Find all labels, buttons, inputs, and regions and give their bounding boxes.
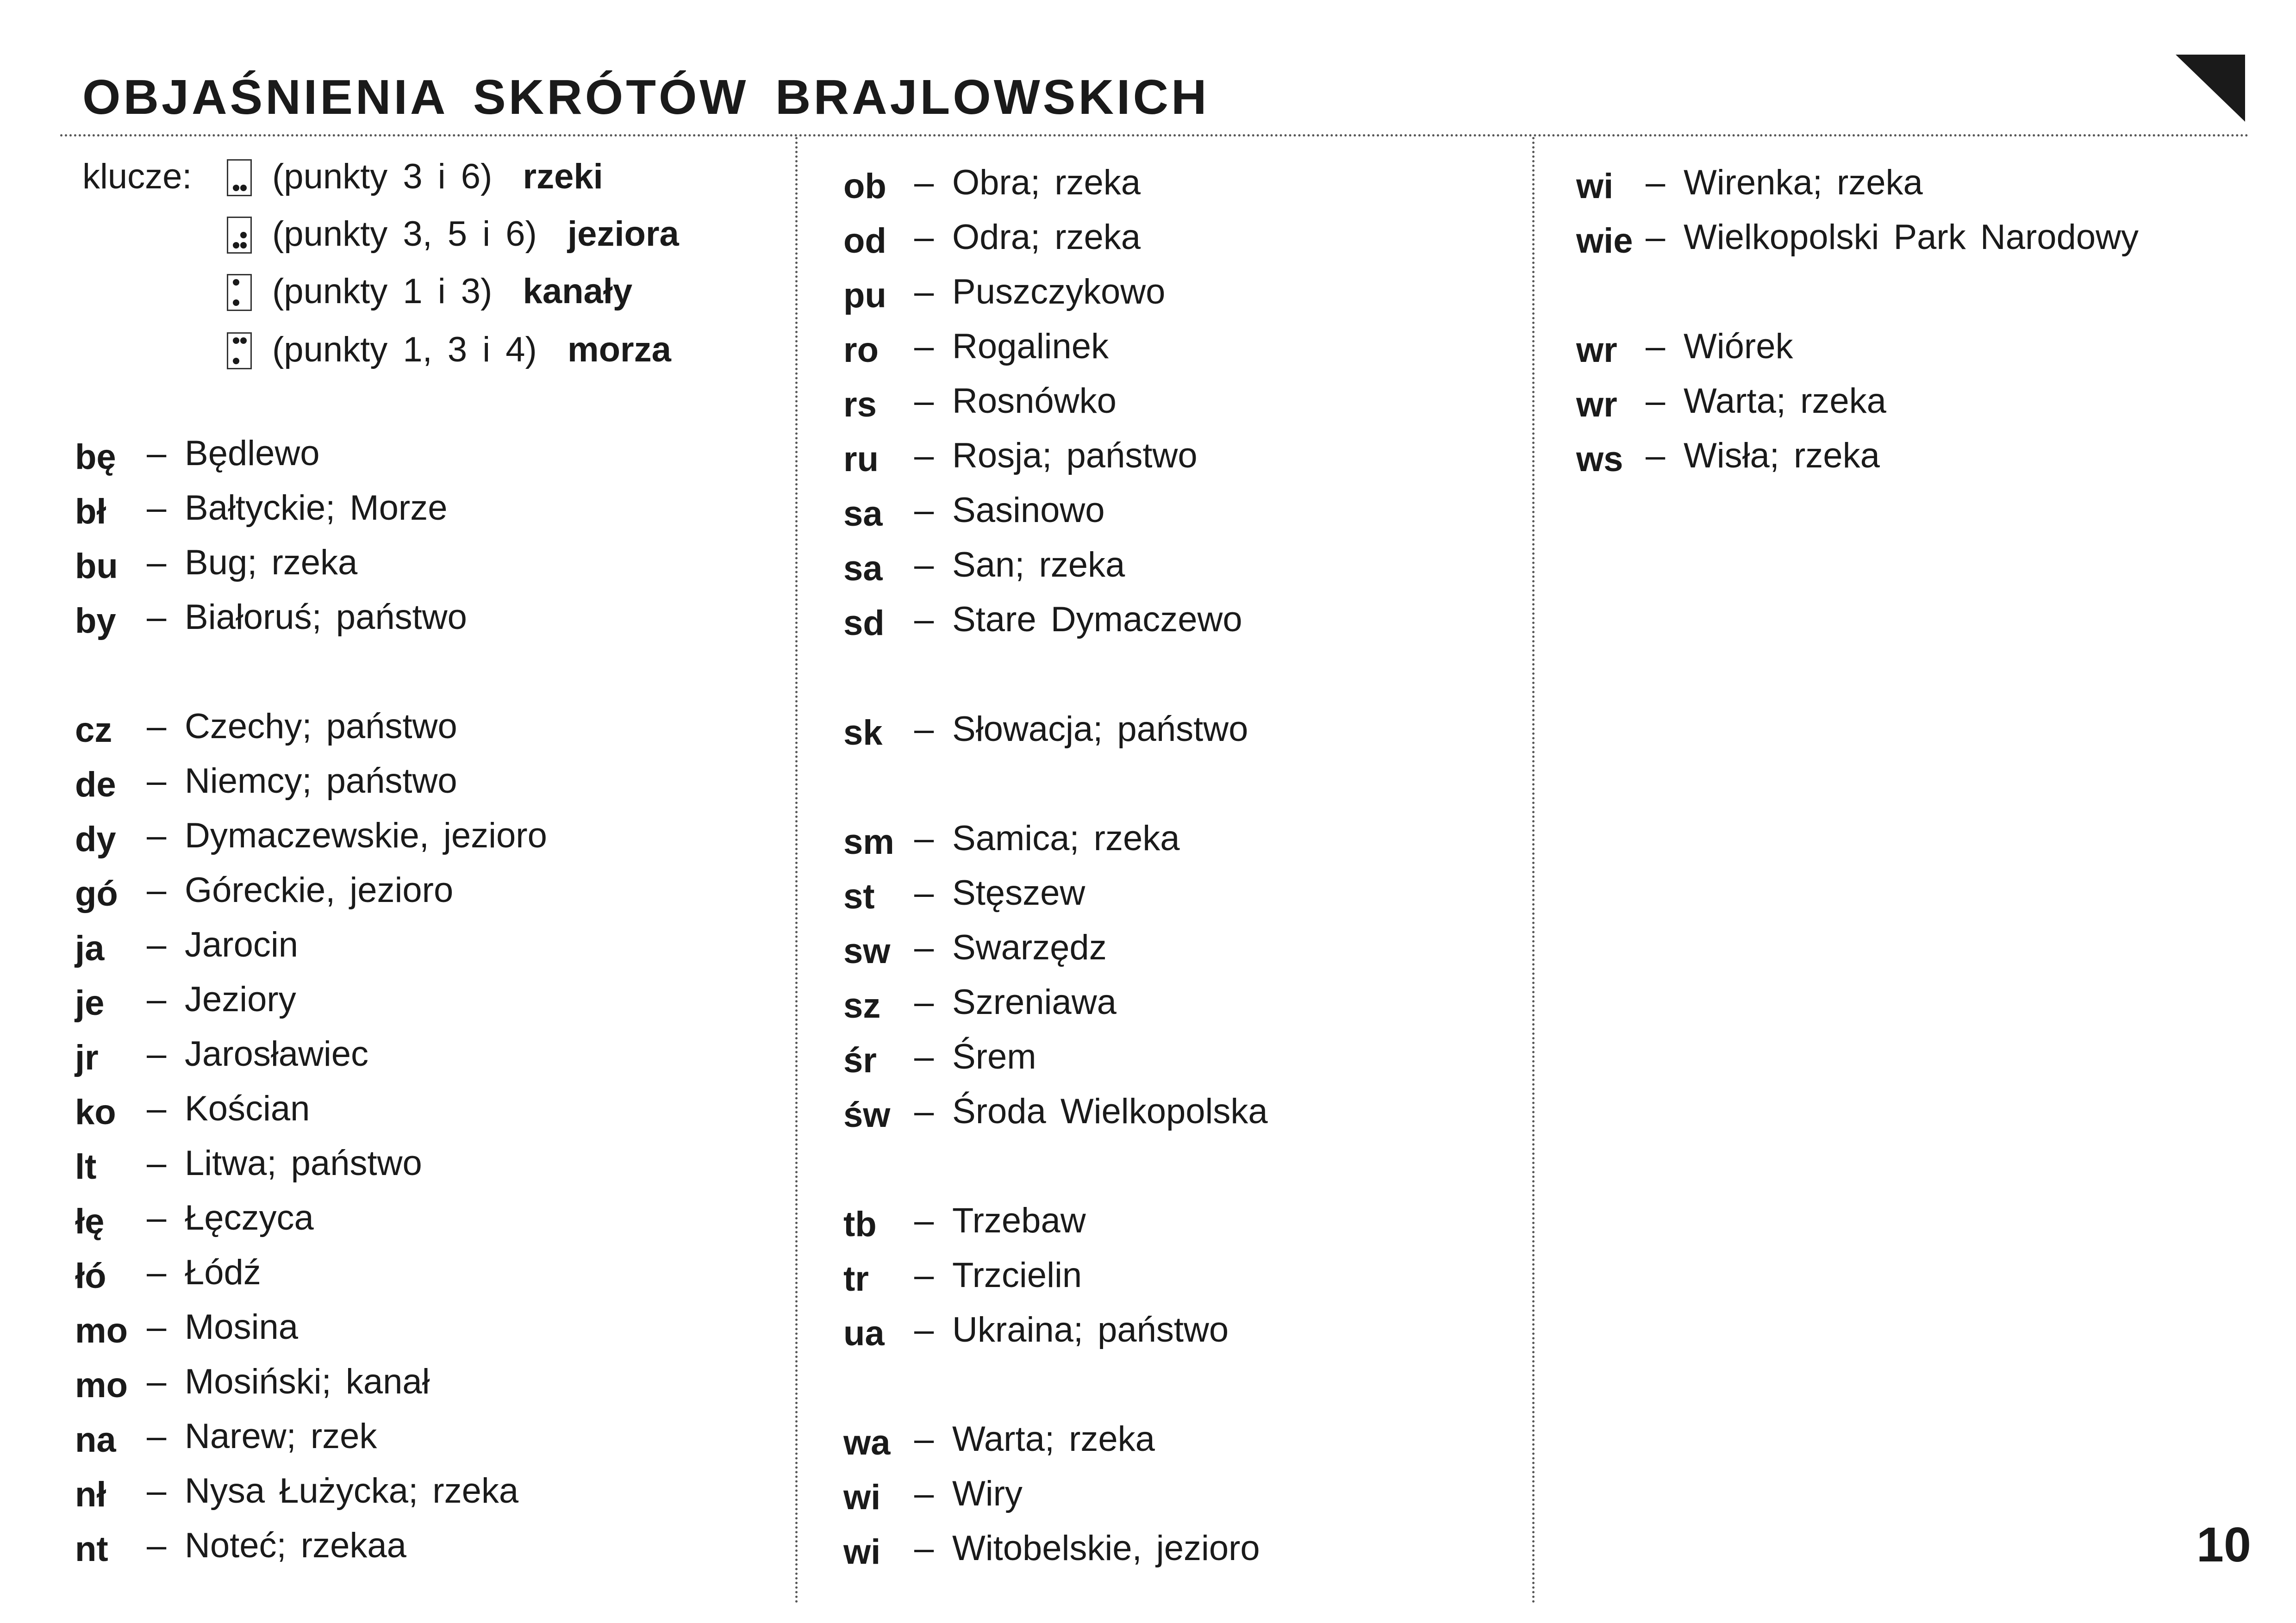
abbreviation-description: Śrem [952,1037,1036,1076]
abbreviation-description: Stare Dymaczewo [952,600,1242,639]
braille-dot [240,242,247,249]
abbreviation-description: Trzebaw [952,1201,1086,1240]
braille-cell-icon [227,332,252,369]
dash-separator: – [914,327,934,366]
abbreviation-description: Kościan [185,1089,310,1128]
abbreviation-description: Litwa; państwo [185,1144,422,1183]
dash-separator: – [914,1256,934,1295]
braille-dot [233,279,239,286]
braille-key-points: (punkty 3 i 6) [272,157,493,196]
abbreviation-code: wr [1576,385,1617,424]
dash-separator: – [914,873,934,913]
dash-separator: – [914,436,934,475]
abbreviation-code: łę [75,1202,105,1241]
abbreviation-description: Wisła; rzeka [1684,436,1880,475]
abbreviation-code: wi [1576,167,1614,206]
abbreviation-code: św [843,1095,891,1135]
abbreviation-description: Trzcielin [952,1256,1082,1295]
dash-separator: – [147,1034,167,1074]
abbreviation-description: Odra; rzeka [952,218,1141,257]
dash-separator: – [914,163,934,202]
column-divider-2 [1532,137,1535,1604]
abbreviation-description: Wiórek [1684,327,1793,366]
dash-separator: – [1646,327,1666,366]
braille-key-points: (punkty 1, 3 i 4) [272,330,537,369]
abbreviation-code: dy [75,820,116,859]
abbreviation-code: tr [843,1259,869,1299]
braille-key-text [272,156,603,197]
abbreviation-code: jr [75,1038,99,1077]
abbreviation-code: ru [843,440,879,479]
abbreviation-description: Warta; rzeka [1684,381,1886,421]
abbreviation-code: tb [843,1205,877,1244]
abbreviation-code: wi [843,1478,881,1517]
abbreviation-description: Łódź [185,1253,261,1292]
abbreviation-description: Mosina [185,1307,298,1347]
braille-cell-icon [227,159,252,196]
dash-separator: – [914,1529,934,1568]
abbreviation-code: sz [843,986,881,1026]
braille-key-meaning: rzeki [523,157,603,196]
braille-key-text [272,330,671,370]
abbreviation-description: Łęczyca [185,1198,314,1237]
abbreviation-description: Wirenka; rzeka [1684,163,1923,202]
abbreviation-code: lt [75,1147,97,1187]
dash-separator: – [914,218,934,257]
dash-separator: – [1646,218,1666,257]
page-number: 10 [2196,1517,2251,1572]
abbreviation-description: Wiry [952,1474,1023,1513]
dash-separator: – [147,1198,167,1237]
abbreviation-description: Słowacja; państwo [952,709,1248,749]
braille-cell-icon [227,274,252,311]
braille-cell-icon [227,217,252,254]
abbreviation-description: San; rzeka [952,545,1125,585]
dash-separator: – [1646,381,1666,421]
abbreviation-code: sm [843,822,894,862]
braille-dot [240,337,247,344]
dash-separator: – [147,1471,167,1511]
dash-separator: – [147,488,167,528]
dash-separator: – [914,1201,934,1240]
abbreviation-code: pu [843,276,886,315]
dash-separator: – [147,925,167,964]
dash-separator: – [914,600,934,639]
dash-separator: – [914,983,934,1022]
abbreviation-code: de [75,765,116,804]
dash-separator: – [147,761,167,801]
abbreviation-description: Sasinowo [952,491,1105,530]
abbreviation-description: Niemcy; państwo [185,761,457,801]
abbreviation-code: wie [1576,221,1633,261]
page-title: OBJAŚNIENIA SKRÓTÓW BRAJLOWSKICH [82,70,1210,124]
abbreviation-code: bu [75,547,118,586]
braille-dot [233,337,239,344]
abbreviation-code: ob [843,167,886,206]
abbreviation-code: śr [843,1041,877,1080]
dash-separator: – [147,980,167,1019]
abbreviation-code: sw [843,932,891,971]
abbreviation-description: Środa Wielkopolska [952,1092,1268,1131]
abbreviation-code: mo [75,1311,128,1350]
abbreviation-code: cz [75,710,112,750]
abbreviation-code: wr [1576,330,1617,370]
dash-separator: – [147,816,167,855]
dash-separator: – [147,543,167,582]
dash-separator: – [914,1092,934,1131]
dash-separator: – [914,819,934,858]
abbreviation-code: ro [843,330,879,370]
abbreviation-description: Nysa Łużycka; rzeka [185,1471,519,1511]
dash-separator: – [147,597,167,637]
abbreviation-code: wi [843,1532,881,1572]
dash-separator: – [147,1144,167,1183]
abbreviation-description: Rosja; państwo [952,436,1198,475]
dash-separator: – [914,1310,934,1349]
abbreviation-code: na [75,1420,116,1460]
abbreviation-code: ja [75,929,105,968]
abbreviation-description: Puszczykowo [952,272,1166,311]
dash-separator: – [147,1526,167,1565]
dash-separator: – [1646,436,1666,475]
abbreviation-code: nł [75,1475,106,1514]
dash-separator: – [147,707,167,746]
abbreviation-description: Ukraina; państwo [952,1310,1229,1349]
abbreviation-description: Jarosławiec [185,1034,369,1074]
abbreviation-description: Dymaczewskie, jezioro [185,816,547,855]
abbreviation-description: Wielkopolski Park Narodowy [1684,218,2139,257]
abbreviation-description: Czechy; państwo [185,707,457,746]
braille-key-points: (punkty 1 i 3) [272,272,493,311]
braille-key-text [272,214,679,254]
column-divider-1 [795,137,798,1604]
abbreviation-code: st [843,877,875,916]
abbreviation-description: Będlewo [185,434,320,473]
abbreviation-description: Witobelskie, jezioro [952,1529,1260,1568]
abbreviation-description: Swarzędz [952,928,1107,967]
abbreviation-description: Jeziory [185,980,296,1019]
abbreviation-description: Szreniawa [952,983,1117,1022]
dash-separator: – [914,272,934,311]
abbreviation-code: nt [75,1530,108,1569]
abbreviation-description: Góreckie, jezioro [185,871,454,910]
abbreviation-code: bł [75,492,106,531]
abbreviation-code: ua [843,1314,885,1353]
abbreviation-description: Rogalinek [952,327,1109,366]
dash-separator: – [1646,163,1666,202]
abbreviation-description: Obra; rzeka [952,163,1141,202]
dash-separator: – [914,1419,934,1459]
abbreviation-code: by [75,601,116,640]
dash-separator: – [914,928,934,967]
braille-key-points: (punkty 3, 5 i 6) [272,214,537,254]
abbreviation-code: mo [75,1366,128,1405]
abbreviation-description: Narew; rzek [185,1417,377,1456]
abbreviation-code: sa [843,494,883,534]
abbreviation-description: Mosiński; kanał [185,1362,430,1401]
braille-dot [233,185,239,191]
dash-separator: – [147,1417,167,1456]
dash-separator: – [914,1474,934,1513]
abbreviation-code: sd [843,603,885,643]
abbreviation-code: bę [75,437,116,477]
dash-separator: – [147,1307,167,1347]
abbreviation-description: Noteć; rzekaa [185,1526,406,1565]
abbreviation-code: sk [843,713,883,752]
abbreviation-code: sa [843,549,883,588]
dash-separator: – [914,545,934,585]
dash-separator: – [147,1362,167,1401]
dash-separator: – [147,1089,167,1128]
abbreviation-description: Rosnówko [952,381,1117,421]
braille-dot [233,358,239,364]
keys-label: klucze: [82,157,192,196]
abbreviation-description: Białoruś; państwo [185,597,467,637]
abbreviation-code: je [75,983,105,1023]
dash-separator: – [147,434,167,473]
braille-dot [240,232,247,238]
braille-dot [233,299,239,306]
abbreviation-code: łó [75,1256,106,1296]
braille-key-meaning: morza [568,330,671,369]
dash-separator: – [914,709,934,749]
braille-dot [233,242,239,249]
corner-triangle-icon [2176,55,2245,122]
braille-key-text [272,271,632,311]
dash-separator: – [147,1253,167,1292]
abbreviation-code: gó [75,874,118,914]
abbreviation-description: Jarocin [185,925,298,964]
abbreviation-description: Stęszew [952,873,1086,913]
dash-separator: – [914,1037,934,1076]
abbreviation-description: Bug; rzeka [185,543,358,582]
dash-separator: – [914,491,934,530]
braille-key-meaning: kanały [523,272,633,311]
braille-dot [240,185,247,191]
abbreviation-code: rs [843,385,877,424]
abbreviation-code: wa [843,1423,891,1462]
abbreviation-description: Bałtyckie; Morze [185,488,448,528]
dash-separator: – [914,381,934,421]
abbreviation-code: od [843,221,886,261]
dash-separator: – [147,871,167,910]
header-divider [60,134,2250,137]
abbreviation-description: Warta; rzeka [952,1419,1155,1459]
abbreviation-code: ko [75,1093,116,1132]
abbreviation-code: ws [1576,440,1623,479]
braille-key-meaning: jeziora [568,214,679,254]
abbreviation-description: Samica; rzeka [952,819,1180,858]
